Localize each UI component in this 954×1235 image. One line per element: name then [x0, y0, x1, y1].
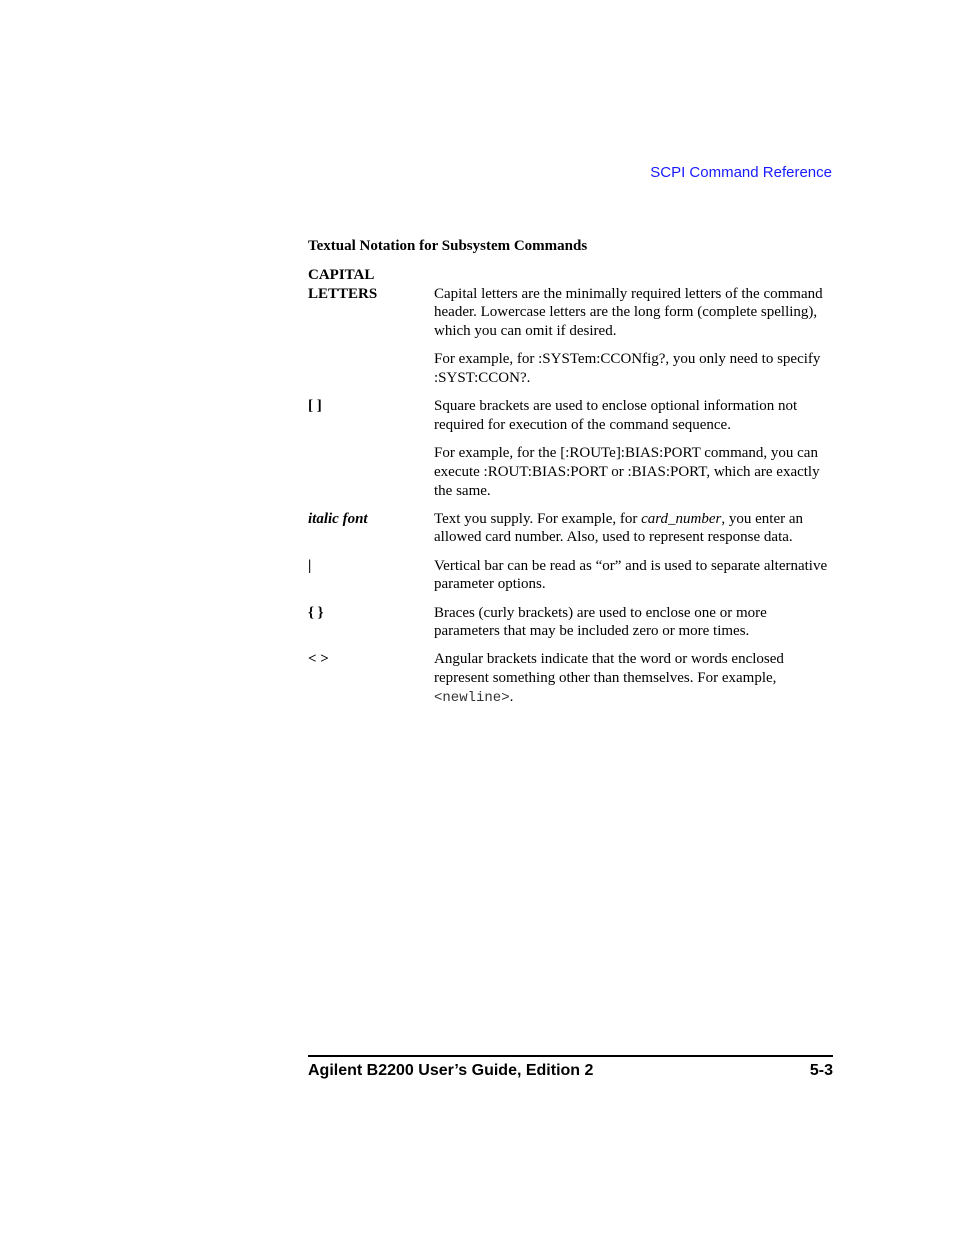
notation-term: [308, 266, 434, 388]
definition-paragraph: [434, 510, 834, 547]
notation-entry-angular-brackets: [308, 650, 834, 707]
notation-definition: [434, 650, 834, 707]
notation-table: [308, 266, 834, 717]
footer-title: Agilent B2200 User’s Guide, Edition 2: [308, 1062, 594, 1079]
definition-paragraph: For example, for the [:ROUTe]:BIAS:PORT command, you can execute :ROUT:BIAS:PORT or :BIAS:PORT, which are exactly the same.: [434, 445, 820, 499]
definition-text: .: [509, 688, 514, 705]
notation-term: { }: [308, 604, 324, 621]
notation-term: [ ]: [308, 398, 322, 415]
page-number: 5-3: [809, 1062, 833, 1079]
notation-definition: [434, 397, 834, 500]
running-header: SCPI Command Reference: [650, 164, 832, 181]
notation-term: |: [308, 557, 312, 574]
notation-entry-italic-font: [308, 510, 834, 547]
definition-paragraph: Capital letters are the minimally required letters of the command header. Lowercase letters are the long form (complete spelling), which you can omit if desired.: [434, 285, 823, 340]
definition-text: Angular brackets indicate that the word or words enclosed represent something other than themselves. For example,: [434, 651, 784, 687]
definition-text: , you enter an allowed card number. Also, used to represent response data.: [434, 510, 804, 546]
notation-definition: [434, 557, 834, 594]
spacer: [434, 266, 834, 285]
notation-definition: [434, 604, 834, 641]
term-line: LETTERS: [308, 285, 378, 302]
definition-paragraph: Vertical bar can be read as “or” and is used to separate alternative parameter options.: [434, 557, 828, 593]
term-line: CAPITAL: [308, 267, 375, 283]
notation-definition: [434, 266, 834, 388]
notation-entry-vertical-bar: [308, 557, 834, 594]
definition-italic-text: card_number: [641, 510, 722, 527]
definition-paragraph: Square brackets are used to enclose optional information not required for execution of the command sequence.: [434, 398, 798, 433]
notation-definition: [434, 510, 834, 547]
footer-rule: [308, 1055, 833, 1057]
notation-entry-braces: [308, 604, 834, 641]
definition-code-text: <newline>: [434, 689, 510, 706]
definition-paragraph: For example, for :SYSTem:CCONfig?, you only need to specify :SYST:CCON?.: [434, 351, 821, 386]
section-title: Textual Notation for Subsystem Commands: [308, 238, 588, 254]
definition-text: Text you supply. For example, for: [434, 510, 642, 527]
notation-term: < >: [308, 651, 329, 668]
definition-paragraph: [434, 650, 834, 707]
notation-entry-capital-letters: [308, 266, 834, 388]
notation-term: italic font: [308, 510, 368, 527]
definition-paragraph: Braces (curly brackets) are used to enclose one or more parameters that may be included zero or more times.: [434, 604, 767, 640]
notation-entry-square-brackets: [308, 397, 834, 500]
